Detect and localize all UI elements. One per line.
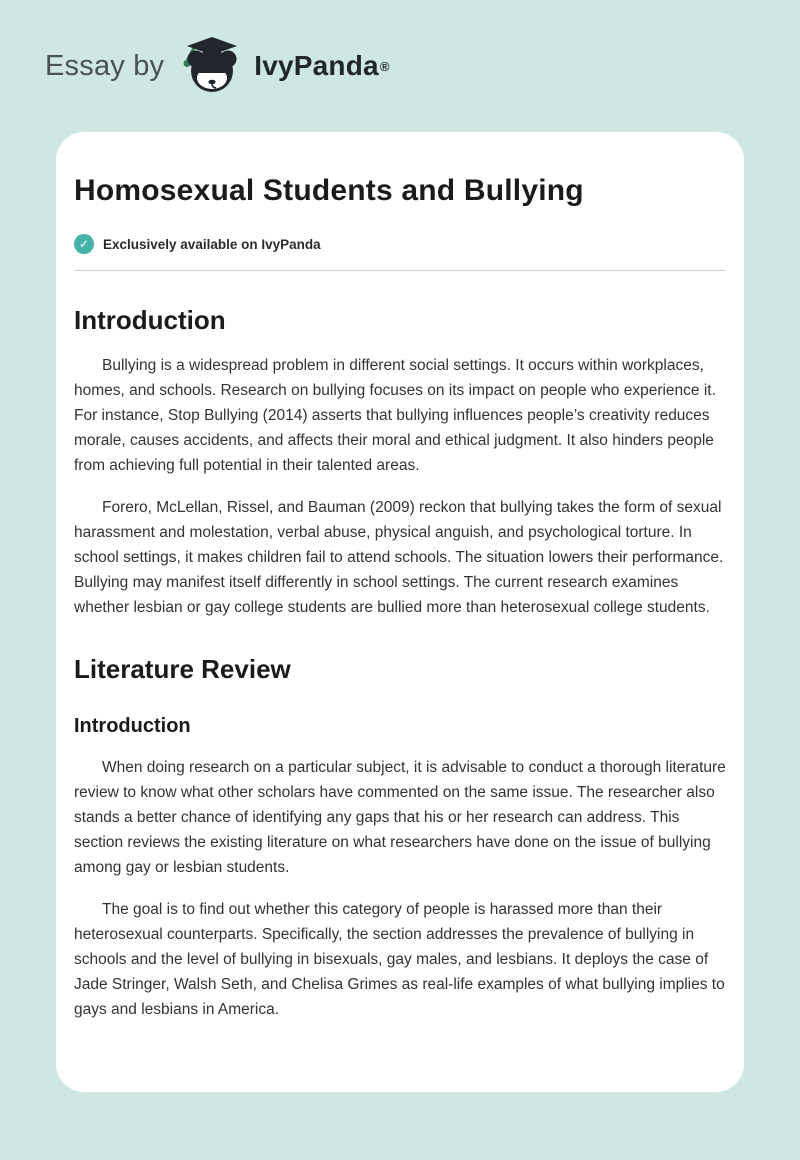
paragraph: Forero, McLellan, Rissel, and Bauman (2009) reckon that bullying takes the form of sexual harassment and molestation, verbal abuse, physical anguish, and psychological torture. In school settings, it makes children fail to attend schools. The situation lowers their performance. Bullying may manifest itself differently in school settings. The current research examines whether lesbian or gay college students are bullied more than heterosexual college students.	[74, 499, 724, 616]
subheading-introduction: Introduction	[74, 715, 191, 737]
paragraph: Bullying is a widespread problem in different social settings. It occurs within workplaces, homes, and schools. Research on bullying focuses on its impact on people who experience it. For instance, Stop Bullying (2014) asserts that bullying influences people’s creativity reduces morale, causes accidents, and affects their moral and ethical judgment. It also hinders people from achieving full potential in their talented areas.	[74, 357, 716, 474]
essay-by-label: Essay by	[45, 49, 165, 82]
panda-graduate-icon	[180, 34, 244, 99]
divider	[74, 270, 726, 271]
brand-name: IvyPanda	[254, 50, 379, 81]
page-title: Homosexual Students and Bullying	[74, 174, 584, 207]
check-icon: ✓	[74, 234, 94, 254]
ivypanda-logo[interactable]	[180, 34, 389, 99]
heading-literature-review: Literature Review	[74, 654, 291, 684]
registered-mark: ®	[379, 58, 390, 74]
availability-badge	[74, 234, 726, 254]
site-header	[0, 0, 800, 132]
paragraph: The goal is to find out whether this category of people is harassed more than their heterosexual counterparts. Specifically, the section addresses the prevalence of bullying in schools and the level of bullying in bisexuals, gay males, and lesbians. It deploys the case of Jade Stringer, Walsh Seth, and Chelisa Grimes as real-life examples of what bullying implies to gays and lesbians in America.	[74, 901, 725, 1018]
heading-introduction: Introduction	[74, 305, 226, 335]
paragraph: When doing research on a particular subject, it is advisable to conduct a thorough literature review to know what other scholars have commented on the same issue. The researcher also stands a better chance of identifying any gaps that his or her research can address. This section reviews the existing literature on what researchers have done on the issue of bullying among gay or lesbian students.	[74, 759, 726, 876]
essay-card	[56, 132, 744, 1092]
availability-text: Exclusively available on IvyPanda	[103, 236, 321, 252]
